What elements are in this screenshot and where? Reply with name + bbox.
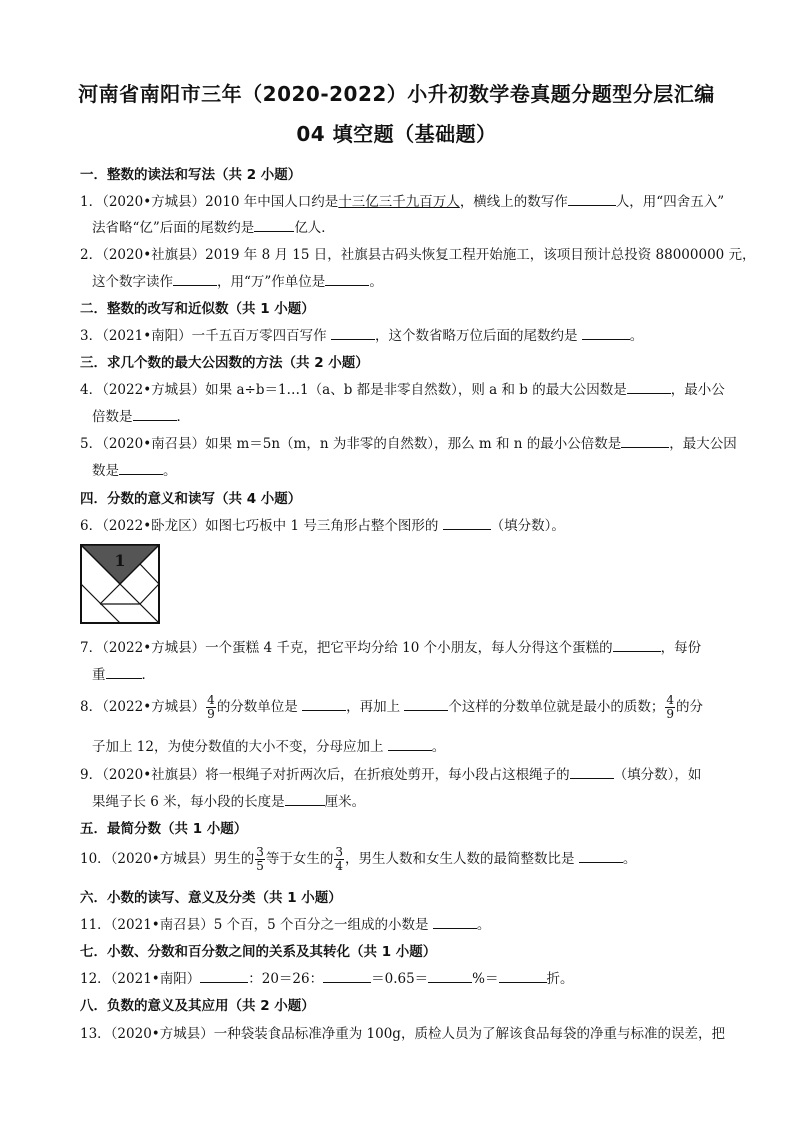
question-7-line2: 重 ． [92, 663, 732, 683]
section-heading: 七．小数、分数和百分数之间的关系及其转化（共 1 小题） [80, 944, 437, 960]
page-subtitle: 04 填空题（基础题） [296, 122, 497, 146]
answer-blank[interactable] [613, 637, 661, 652]
answer-blank[interactable] [404, 696, 448, 711]
question-8-line1: 8．（2022•方城县） $\frac{4}{9}$ 的分数单位是 ，再加上 个这样的分数单位就是最小的质数； $\frac{4}{9}$ 的分 [80, 693, 704, 721]
question-10: 10．（2020•方城县）男生的 $\frac{3}{5}$ 等于女生的 $\frac{3}{4}$ ，男生人数和女生人数的最简整数比是 。 [80, 845, 637, 873]
triangle-1-label: 1 [114, 551, 126, 570]
answer-blank[interactable] [499, 968, 547, 983]
fraction-4-9: $\frac{4}{9}$ [666, 693, 675, 721]
question-3: 3．（2021•南阳）一千五百万零四百写作 ，这个数省略万位后面的尾数约是 。 [80, 324, 720, 344]
answer-blank[interactable] [388, 736, 432, 751]
answer-blank[interactable] [119, 460, 163, 475]
question-12: 12．（2021•南阳） ：20＝26： ＝0.65＝ %＝ 折。 [80, 967, 720, 987]
question-7-line1: 7．（2022•方城县）一个蛋糕 4 千克，把它平均分给 10 个小朋友，每人分得这个蛋糕的 ，每份 [80, 636, 720, 656]
answer-blank[interactable] [323, 968, 371, 983]
answer-blank[interactable] [443, 515, 491, 530]
answer-blank[interactable] [133, 406, 177, 421]
section-heading: 四．分数的意义和读写（共 4 小题） [80, 491, 302, 507]
answer-blank[interactable] [568, 191, 616, 206]
question-6: 6．（2022•卧龙区）如图七巧板中 1 号三角形占整个图形的 （填分数）。 [80, 514, 720, 534]
section-heading: 二．整数的改写和近似数（共 1 小题） [80, 301, 315, 317]
answer-blank[interactable] [106, 664, 142, 679]
page-title: 河南省南阳市三年（2020-2022）小升初数学卷真题分题型分层汇编 [78, 82, 715, 106]
question-9-line1: 9．（2020•社旗县）将一根绳子对折两次后，在折痕处剪开，每小段占这根绳子的 （填分数），如 [80, 763, 720, 783]
answer-blank[interactable] [428, 968, 472, 983]
answer-blank[interactable] [621, 433, 669, 448]
answer-blank[interactable] [254, 217, 294, 232]
question-13: 13．（2020•方城县）一种袋装食品标准净重为 100g，质检人员为了解该食品每袋的净重与标准的误差，把 [80, 1026, 725, 1042]
question-1-line2: 法省略“亿”后面的尾数约是 亿人． [92, 216, 732, 236]
section-heading: 五．最简分数（共 1 小题） [80, 821, 248, 837]
answer-blank[interactable] [570, 764, 614, 779]
answer-blank[interactable] [331, 325, 375, 340]
answer-blank[interactable] [582, 325, 630, 340]
tangram-figure [80, 544, 160, 624]
fraction-3-5: $\frac{3}{5}$ [256, 845, 264, 873]
question-4-line1: 4．（2022•方城县）如果 a÷b＝1…1（a、b 都是非零自然数），则 a 和 b 的最大公因数是 ，最小公 [80, 378, 720, 398]
answer-blank[interactable] [302, 696, 346, 711]
question-4-line2: 倍数是 ． [92, 405, 732, 425]
question-5-line2: 数是 。 [92, 459, 732, 479]
question-8-line2: 子加上 12，为使分数值的大小不变，分母应加上 。 [92, 735, 732, 755]
question-11: 11．（2021•南召县）5 个百，5 个百分之一组成的小数是 。 [80, 913, 720, 933]
answer-blank[interactable] [325, 271, 369, 286]
question-2-line2: 这个数字读作 ，用“万”作单位是 。 [92, 270, 732, 290]
answer-blank[interactable] [579, 848, 623, 863]
question-5-line1: 5．（2020•南召县）如果 m＝5n（m，n 为非零的自然数），那么 m 和 n 的最小公倍数是 ，最大公因 [80, 432, 720, 452]
section-heading: 八．负数的意义及其应用（共 2 小题） [80, 998, 315, 1014]
question-9-line2: 果绳子长 6 米，每小段的长度是 厘米。 [92, 790, 732, 810]
fraction-3-4: $\frac{3}{4}$ [335, 845, 344, 873]
question-2-line1: 2．（2020•社旗县）2019 年 8 月 15 日，社旗县古码头恢复工程开始施工，该项目预计总投资 88000000 元， [80, 247, 756, 263]
fraction-4-9: $\frac{4}{9}$ [207, 693, 215, 721]
answer-blank[interactable] [433, 914, 477, 929]
section-heading: 一．整数的读法和写法（共 2 小题） [80, 167, 302, 183]
answer-blank[interactable] [173, 271, 217, 286]
answer-blank[interactable] [200, 968, 248, 983]
answer-blank[interactable] [627, 379, 671, 394]
section-heading: 三．求几个数的最大公因数的方法（共 2 小题） [80, 355, 369, 371]
answer-blank[interactable] [285, 791, 325, 806]
question-1-line1: 1．（2020•方城县）2010 年中国人口约是十三亿三千九百万人，横线上的数写作 人，用“四舍五入” [80, 190, 720, 210]
section-heading: 六．小数的读写、意义及分类（共 1 小题） [80, 890, 342, 906]
